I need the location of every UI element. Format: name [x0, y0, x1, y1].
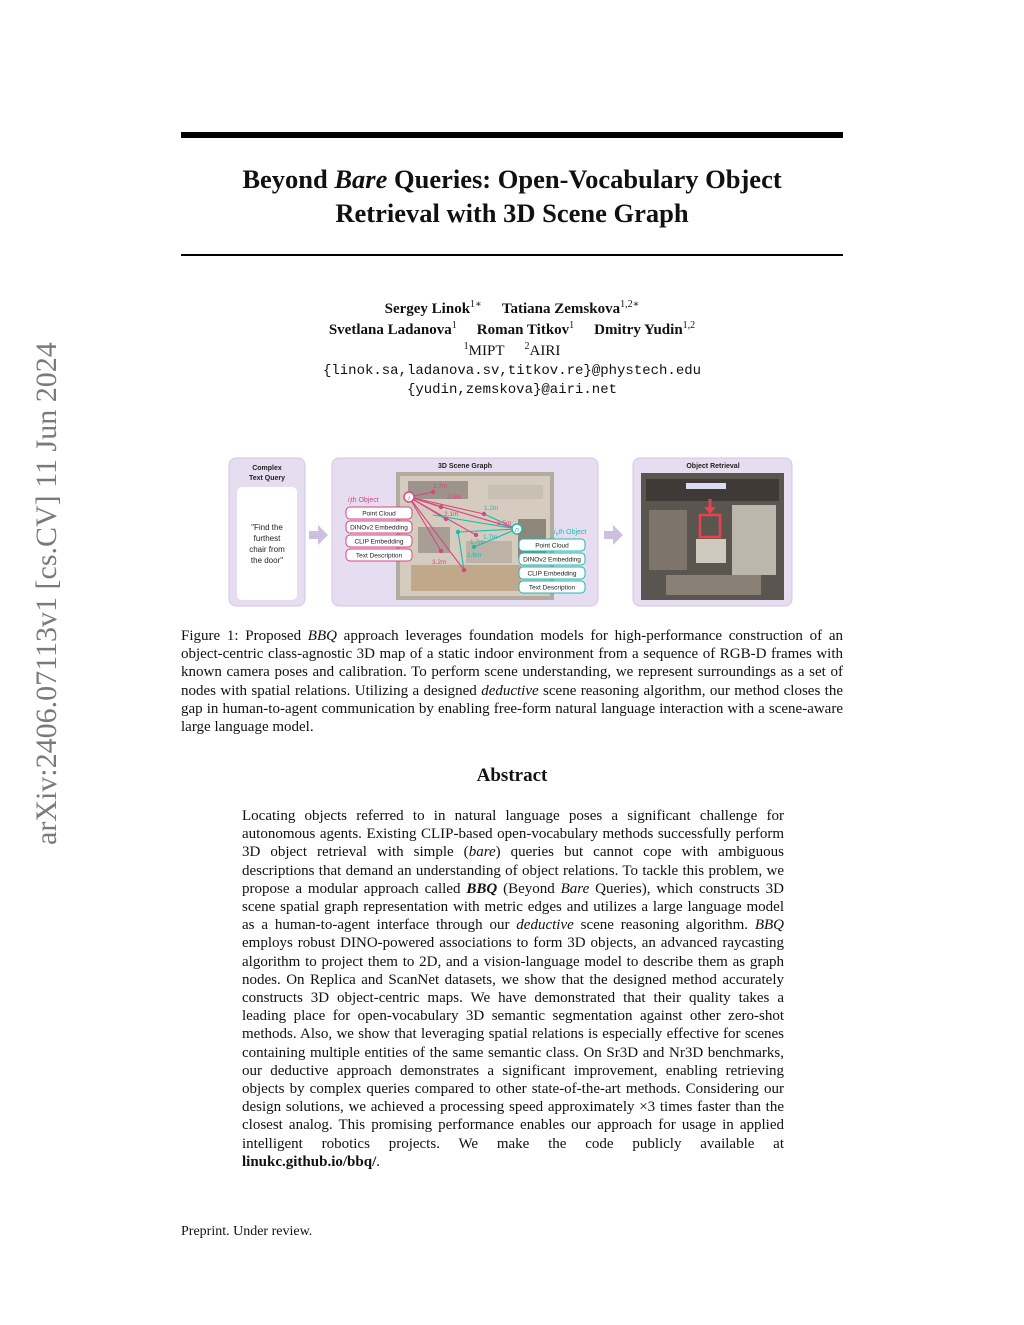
preprint-note: Preprint. Under review.	[181, 1224, 313, 1239]
email-line-2: {yudin,zemskova}@airi.net	[406, 382, 618, 398]
query-panel-title-2: Text Query	[248, 475, 286, 482]
title-line-2: Retrieval with 3D Scene Graph	[335, 198, 689, 228]
author-row-2: Svetlana Ladanova$^1$ Roman Titkov$^1$ Dmitry Yudin$^{1,2}$	[328, 320, 696, 338]
email-line-1: {linok.sa,ladanova.sv,titkov.re}@phystech.edu	[322, 363, 702, 379]
query-text-line: "Find the	[251, 523, 283, 532]
flow-arrow-1	[309, 525, 328, 545]
feature-label: Text Description	[355, 552, 403, 560]
edge-label: 1.6m	[467, 552, 482, 559]
feature-label: Point Cloud	[362, 510, 396, 518]
author-block	[181, 299, 843, 400]
edge-label: 2.5m	[447, 494, 462, 501]
query-text-line: chair from	[249, 545, 285, 554]
title-rule-bottom	[181, 254, 843, 256]
affiliations: $^1$MIPT $^2$AIRI	[463, 341, 561, 359]
abstract-heading: Abstract	[476, 765, 548, 786]
feature-label: CLIP Embedding	[354, 538, 404, 546]
node-n-label: $i_nth$ Object	[554, 529, 587, 538]
node-i-letter: i	[408, 495, 410, 502]
title-rule-top	[181, 132, 843, 138]
title-italic: Bare	[334, 164, 388, 194]
author-name: Roman Titkov	[476, 322, 570, 338]
figure-1	[226, 455, 794, 609]
feature-label: CLIP Embedding	[527, 570, 577, 578]
edge-label: 1.7m	[433, 483, 448, 490]
edge-label: 1.2m	[484, 505, 499, 512]
feature-label: Point Cloud	[535, 542, 569, 550]
author-row-1: Sergey Linok$^{1∗}$ Tatiana Zemskova$^{1,2∗}$	[384, 299, 640, 317]
node-n-letter: n	[515, 527, 519, 534]
author-name: Svetlana Ladanova	[328, 322, 452, 338]
query-card	[237, 487, 297, 600]
edge-label: 2.1m	[444, 511, 459, 518]
query-panel-title-1: Complex	[252, 465, 282, 472]
feature-label: DINOv2 Embedding	[350, 524, 408, 532]
scene-graph-title: 3D Scene Graph	[437, 463, 493, 470]
code-link[interactable]: linukc.github.io/bbq/	[242, 1153, 377, 1170]
edge-label: 1.7m	[483, 534, 498, 541]
query-text-line: the door"	[250, 556, 284, 565]
edge-label: 1.7m	[470, 539, 485, 546]
node-i-label: $i_jth$ Object	[348, 497, 379, 506]
author-name: Dmitry Yudin	[594, 322, 683, 338]
abstract-body: Locating objects referred to in natural language poses a significant challenge for autonomous agents. Existing CLIP-based open-vocabulary methods successfully perform 3D object retrieval with simple (bare) queries but cannot cope with ambiguous descriptions that demand an understanding of object relations. To tackle this problem, we propose a modular approach called BBQ (Beyond Bare Queries), which constructs 3D scene spatial graph representation with metric edges and utilizes a large language model as a human-to-agent interface through our deductive scene reasoning algorithm. BBQ employs robust DINO-powered associations to form 3D objects, an advanced raycasting algorithm to project them to 2D, and a vision-language model to describe them as graph nodes. On Replica and ScanNet datasets, we show that the designed method accurately constructs 3D object-centric maps. We have demonstrated that their quality takes a leading place for open-vocabulary 3D semantic segmentation against other zero-shot methods. Also, we show that leveraging spatial relations is especially effective for scenes containing multiple entities of the same semantic class. On Sr3D and Nr3D benchmarks, our deductive approach demonstrates a significant improvement, enabling retrieving objects by complex queries compared to other state-of-the-art methods. Considering our design solutions, we achieved a processing speed approximately ×3 times faster than the closest analog. This promising performance enables our approach for usage in applied intelligent robotics projects. We make the code publicly available at linukc.github.io/bbq/.	[242, 808, 785, 1170]
query-text-line: furthest	[253, 534, 281, 543]
retrieval-render	[641, 473, 784, 600]
feature-label: DINOv2 Embedding	[523, 556, 581, 564]
author-name: Sergey Linok	[384, 301, 471, 317]
edge-label: 3.2m	[432, 559, 447, 566]
paper-title	[181, 162, 843, 230]
title-line-1: Beyond Bare Queries: Open-Vocabulary Object	[242, 164, 782, 194]
arxiv-identifier: arXiv:2406.07113v1 [cs.CV] 11 Jun 2024	[30, 342, 63, 845]
retrieval-title: Object Retrieval	[686, 463, 740, 470]
flow-arrow-2	[604, 525, 623, 545]
figure-caption: Figure 1: Proposed BBQ approach leverages foundation models for high-performance construction of an object-centric class-agnostic 3D map of a static indoor environment from a sequence of RGB-D frames with known camera poses and calibration. To perform scene understanding, we represent surroundings as a set of nodes with spatial relations. Utilizing a designed deductive scene reasoning algorithm, our method closes the gap in human-to-agent communication by enabling free-form natural language interaction with a scene-aware large language model.	[181, 628, 844, 736]
feature-label: Text Description	[528, 584, 576, 592]
author-name: Tatiana Zemskova	[501, 301, 621, 317]
edge-label: 3.5m	[497, 520, 512, 527]
